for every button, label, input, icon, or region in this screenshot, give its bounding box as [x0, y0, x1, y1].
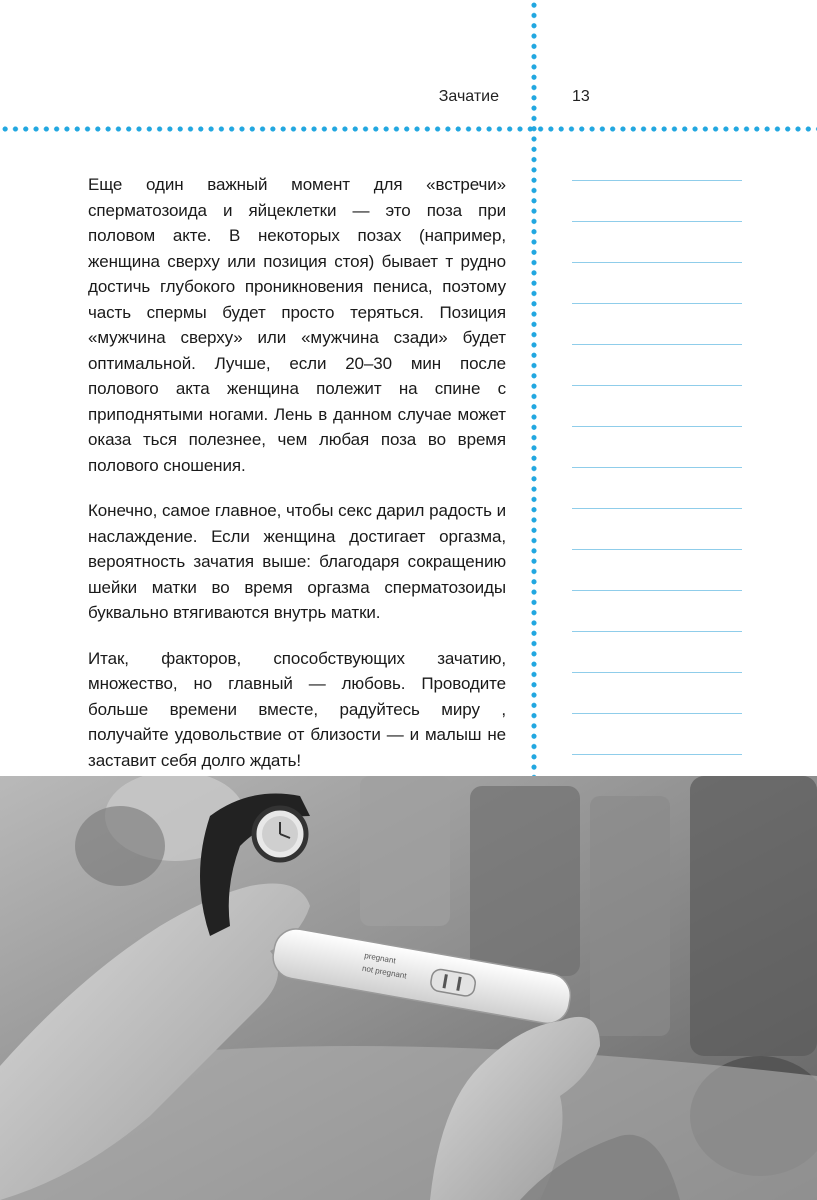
note-line [572, 262, 742, 263]
note-line [572, 713, 742, 714]
note-line [572, 180, 742, 181]
note-line [572, 426, 742, 427]
note-line [572, 508, 742, 509]
photo-pregnancy-test [0, 776, 817, 1200]
main-text-column [88, 172, 506, 793]
note-line [572, 549, 742, 550]
note-line [572, 303, 742, 304]
test-label-not-pregnant: not pregnant [361, 963, 408, 981]
dotted-divider-horizontal [0, 125, 817, 133]
paragraph: Итак, факторов, способствующих зачатию, множество, но главный — любовь. Проводите больше времени вместе, радуйтесь миру , получайте удовольствие от близости — и малыш не заставит себя долго ждать! [88, 648, 506, 770]
notes-lines [572, 180, 742, 795]
page-number: 13 [572, 88, 590, 105]
note-line [572, 344, 742, 345]
test-label-pregnant: pregnant [363, 950, 397, 966]
note-line [572, 467, 742, 468]
note-line [572, 590, 742, 591]
paragraph: Еще один важный момент для «встречи» сперматозоида и яйцеклетки — это поза при половом акте. В некоторых позах (например, женщина сверху или позиция стоя) бывает т рудно достичь глубокого проникновения пениса, поэтому часть спермы будет просто теряться. Позиция «мужчина сверху» или «мужчина сзади» будет оптимальной. Лучше, если 20–30 мин после полового акта женщина полежит на спине с приподнятыми ногами. Лень в данном случае может оказа ться полезнее, чем любая поза во время полового сношения. [88, 175, 506, 475]
note-line [572, 631, 742, 632]
note-line [572, 672, 742, 673]
note-line [572, 221, 742, 222]
running-header-chapter: Зачатие [438, 88, 499, 105]
paragraph: Конечно, самое главное, чтобы секс дарил радость и наслаждение. Если женщина достигает оргазма, вероятность зачатия выше: благодаря сокращению шейки матки во время оргазма сперматозоиды буквально втягиваются внутрь матки. [88, 501, 506, 622]
note-line [572, 754, 742, 755]
note-line [572, 385, 742, 386]
dotted-divider-vertical [530, 0, 538, 776]
